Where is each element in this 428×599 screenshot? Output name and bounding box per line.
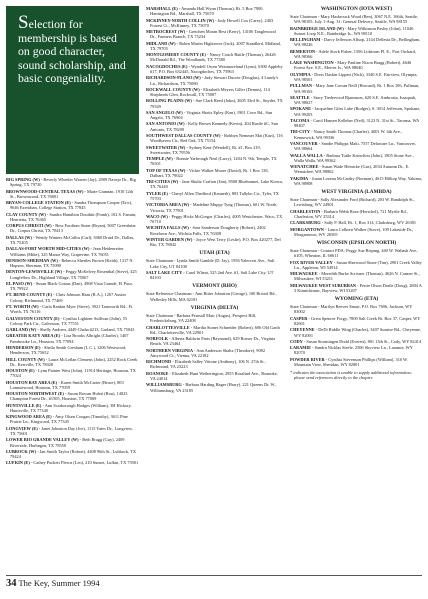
chapter-name: ROCKWALL COUNTY (W) (146, 86, 200, 92)
chapter-name: BEMERTON (290, 48, 316, 54)
chapter-contact: Mary Jane Cowan Neill (Howard), Rt. 1 Box 106, Pullman, WA 99163 (294, 83, 420, 94)
column-1 (6, 6, 139, 467)
chapter-name: METROCREST (W) (146, 29, 186, 35)
chapter-name: GALVESTON COUNTY (E) (6, 315, 60, 321)
chapter-entry: DALLAS-FORT WORTH MID-CITIES (W) - Jean Heidenreiter Williams (Mike), 325 Manor Way, Grapevine, TX 76051 (6, 246, 124, 257)
chapter-contact: Sandra Nicklas Steele, 2506 Skyview Ln., Laramie, WY 82070 (294, 345, 413, 356)
chapter-contact: Barbara Webb Rose (Herschel), 721 Myrtle Rd., Charleston, WV 25314 (294, 208, 408, 219)
chapter-entry: EL PASO (W) - Susan Black Gotaas (Dan), 4968 Vista Grande, El Paso, TX 79922 (6, 280, 133, 292)
chapter-contact: Sheila Smith Gresham (L.C.), 1206 Westwood, Henderson, TX 75652 (10, 344, 127, 356)
chapter-name: LAKE WASHINGTON (290, 60, 334, 66)
chapter-name: CHEYENNE (290, 327, 315, 333)
chapter-entry: NACOGDOCHES (E) - Wyndell Owen Westmoreland (Lynn), 6300 Appleby #17, P.O. Box 632445, Nacogdoches, TX 75963 (146, 63, 283, 74)
chapter-contact: Laura McLellan Clemens (John), 2252 Rock Creek Dr., Kerrville, TX 78028 (10, 356, 138, 367)
chapter-name: RICHMOND (146, 359, 172, 365)
chapter-entry (290, 304, 423, 315)
chapter-name: CASPER (290, 315, 308, 321)
chapter-contact: Sydney Kent (Wendell), Rt. #1, Box 219, Sweetwater, TX 79556 (150, 144, 261, 155)
chapter-name: KINGWOOD AREA (E) (6, 414, 52, 420)
chapter-contact: Joann Lozeau McCarthy (Norman), 4615 Hilltop Way, Yakima, WA 98908 (294, 175, 422, 186)
chapter-entry: FOX RIVER VALLEY - Susan Sherwood Stone (Tim), 2901 Creek Valley Ln., Appleton, WI 54914 (290, 259, 422, 270)
chapter-entry: MIDLAND (W) - Robin Martin Hightower (Jack), 2007 Standlord, Midland, TX 79705 (146, 40, 281, 51)
chapter-name: VANCOUVER (290, 141, 318, 147)
chapter-contact: Virginia Shotts Epley (Ken), 1901 Covo Rd., San Angelo, TX 76904 (150, 109, 273, 121)
chapter-contact: State Chairman - Contact PDA: Peggy Sue Bisping, 440 W. Wabash Ave., #105, Wheaton, IL 60611 (290, 248, 419, 259)
chapter-contact: Laura Colborn Walker (Steve), 109 Lakeside Dr., Morgantown, WV 26505 (294, 226, 414, 237)
chapter-entry (290, 14, 423, 25)
chapter-contact: Barbara Tuttle Knowlton (John), 1805 Stone Ave., Walla Walla, WA 99362 (294, 152, 414, 163)
chapter-entry (146, 291, 283, 302)
chapter-name: NORFOLK (146, 336, 168, 342)
chapter-entry (290, 197, 423, 208)
chapter-contact: Sue Clark Reed (John), 2605 33rd St., Snyder, TX 79549 (150, 98, 283, 109)
chapter-name: TACOMA (290, 117, 310, 123)
chapter-contact: Mary Wilkinson Pasley (John), 11046 Sunset Loop N.E., Bainbridge Is., WA 98110 (294, 25, 414, 36)
chapter-contact: Perrie Olson Draile (Doug), 2804 A 3 Kinnickinnic, Bayview, WI 53207 (294, 282, 422, 293)
chapter-name: CHARLESTON (290, 208, 321, 214)
chapter-name: BROWNWOOD-CENTRAL TEXAS (W) (6, 188, 84, 194)
state-header: VERMONT (RHO) (192, 283, 237, 290)
chapter-name: CHARLOTTESVILLE (146, 324, 190, 330)
chapter-name: RICHARDSON-PLANO (W) (146, 75, 201, 81)
chapter-name: LONGVIEW (E) (6, 425, 38, 431)
chapter-entry: MCKINNEY-NORTH COLLIN (W) - Judy Howell Cox (Carey), 2403 Forrest Ct., McKinney, TX 75070 (146, 17, 274, 28)
chapter-name: GARLAND (W) (6, 327, 37, 333)
chapter-entry: ROLLING PLAINS (W) - Sue Clark Reed (John), 2605 33rd St., Snyder, TX 79549 (146, 98, 283, 109)
chapter-name: MARSHALL (E) (146, 6, 178, 11)
chapter-entry: WACO (W) - Peggy Hicks McGregor (Charles), 4005 Westchester, Waco, TX 76710 (146, 213, 283, 225)
chapter-entry: CODY - Susan Stromingen Dodd (Everett), 801 13th St., Cody, WY 82414 (290, 338, 422, 344)
chapter-name: TYLER (E) (146, 190, 168, 196)
chapter-entry: HOUSTON NORTHWEST (E) - Susan Rowan Hulett (Ron), 14023 Champion Forest Dr., #1505, Houston, TX 77069 (6, 391, 128, 402)
chapter-entry: METROCREST (W) - Gretchen Moran Best (Kerry), 14106 Tanglewood Dr., Farmers Branch, TX 75234 (146, 29, 276, 40)
chapter-name: HOUSTON BAY AREA (E) (6, 379, 58, 385)
chapter-name: HILL COUNTY (W) (6, 356, 45, 362)
chapter-entry: VICTORIA AREA (W) - Madeline Muppy Tyng (Thomas), 601 W. North, Victoria, TX 77901 (146, 202, 278, 213)
chapter-entry: WILLIAMSBURG - Barbara Harding Hager (Harry), 221 Queens Dr. W., Williamsburg, VA 23185 (146, 382, 277, 393)
chapter-entry: TOP OF TEXAS (W) - Vickie Walker Moore (David), Rt. 1 Box 138, Dalhart, TX 79022 (146, 167, 269, 178)
page-footer (6, 578, 100, 589)
chapter-contact: Jan Smith Taylor (Robert), 4408 96th St., Lubbock, TX 79424 (10, 448, 136, 460)
chapter-name: HOUSTON NORTHWEST (E) (6, 391, 64, 397)
chapter-name: BRYAN-COLLEGE STATION (E) (6, 200, 71, 206)
column-2 (146, 6, 283, 394)
chapter-entry: SEATTLE - Stacy Tiedervood Bjarnason, 620 S.E. Ambrosia, Issaquah, WA 98027 (290, 94, 417, 106)
chapter-contact: Elizabeth Hunt Wetherington, 2955 Rosalind Ave., Roanoke, VA 24014 (150, 370, 278, 381)
chapter-name: WACO (W) (146, 213, 168, 219)
chapter-entry: BAINBRIDGE ISLAND (W) - Mary Wilkinson Pasley (John), 11046 Sunset Loop N.E., Bainbridge Is., WA 98110 (290, 25, 414, 36)
chapter-contact: Susan Black Gotaas (Dan), 4968 Vista Grande, El Paso, TX 79922 (10, 280, 133, 292)
chapter-entry: HUNTSVILLE (E) - Ann Scarborough Hodges (William), 3H Hickory, Huntsville, TX 77340 (6, 402, 132, 413)
chapter-contact: Greta Spencer Forgy, 7800 Salt Creek Rt. Box 37, Casper, WY 82601 (294, 315, 421, 326)
chapter-entry: TYLER (E) - Cheryl Allen Thedford (Kenneth), 803 Tallyho Cir., Tyler, TX 75703 (146, 190, 279, 201)
chapter-contact: Alberta Baldwin Paris (Raymond), 629 Rosser Dr., Virginia Beach, VA 23464 (150, 336, 276, 347)
chapter-entry: MORGANTOWN - Laura Colborn Walker (Steve), 109 Lakeside Dr., Morgantown, WV 26505 (290, 226, 414, 237)
chapter-contact: Vickie Walker Moore (David), Rt. 1 Box 138, Dalhart, TX 79022 (150, 167, 269, 178)
chapter-name: POWDER RIVER (290, 356, 325, 362)
chapter-contact: Marie Grannan, 1910 12th St., Brownwood, TX 76801 (10, 188, 134, 199)
chapter-contact: Robin Martin Hightower (Jack), 2007 Standlord, Midland, TX 79705 (150, 40, 281, 51)
chapter-entry: SWEETWATER (W) - Sydney Kent (Wendell), Rt. #1, Box 219, Sweetwater, TX 79556 (146, 144, 261, 155)
chapter-name: NORTHERN VIRGINIA (146, 347, 193, 353)
chapter-entry: HILL COUNTY (W) - Laura McLellan Clemens (John), 2252 Rock Creek Dr., Kerrville, TX 78028 (6, 356, 138, 367)
state-header: WYOMING (ETA) (334, 296, 379, 303)
callout-text: election for membership is based on good character, sound scholarship, and basic congeniality. (18, 17, 126, 86)
chapter-entry: CHARLESTON - Barbara Webb Rose (Herschel), 721 Myrtle Rd., Charleston, WV 25314 (290, 208, 408, 219)
membership-callout (6, 6, 139, 174)
chapter-contact: Cathey Puckett Flescn (Leo), 210 Sunset, Lufkin, TX 75901 (33, 460, 139, 466)
chapter-name: MILWAUKEE (290, 271, 318, 277)
chapter-entry: TEMPLE (W) - Bonnie Yarbrough Neal (Larry), 1204 N. 9th, Temple, TX 76501 (146, 156, 277, 167)
chapter-contact: Elizabeth Salley Vittone (Anthony), 106 N. 27th St., Richmond, VA 23223 (150, 359, 266, 370)
chapter-name: NACOGDOCHES (E) (146, 63, 188, 69)
chapter-entry: CORPUS CHRISTI (W) - Bess Fordtran Stone (Bryan), 5007 Greenbriar Dr., Corpus Christi, TX 78413 (6, 223, 136, 234)
chapter-contact: DeDi Riddle Wing (Charles), 3407 Sunrise Rd., Cheyenne, WY 82001 (294, 327, 421, 338)
chapter-entry: CLAY COUNTY (W) - Sandra Hamilton Douthitt (Frank), 102 S. Fannin, Henrietta, TX 76365 (6, 211, 137, 222)
chapter-contact: Cynthia Lightner Sullivan (John), 55 Colony Park Cir., Galveston, TX 77551 (10, 315, 128, 326)
chapter-entry: TACOMA - Carol Hansen Kelleher (Neil), 3123 N. 31st St., Tacoma, WA 98407 (290, 117, 420, 129)
chapter-contact: Beth Bragg (Guy), 2409 Riverside, Harlingen, TX 78550 (10, 437, 125, 448)
chapter-entry: CHARLOTTESVILLE - Martha Stoner Schneider (Robert), 606 Old Garth Rd., Charlottesville, VA 22901 (146, 324, 280, 335)
chapter-name: CLARKSBURG (290, 220, 321, 226)
chapter-contact: Cynthia Stevenson Phillips (William), 310 W. Mountain View, Sheridan, WY 82801 (294, 356, 408, 367)
chapter-contact: Jean Heidenreiter Williams (Mike), 325 Manor Way, Grapevine, TX 76051 (10, 246, 124, 257)
chapter-contact: State Chairman - Marilyn Reeves Smart, P.O. Box 7696, Jackson, WY 83002 (290, 304, 413, 315)
chapter-name: FT. WORTH (W) (6, 304, 39, 310)
chapter-entry: SAN ANGELO (W) - Virginia Shotts Epley (Ken), 1901 Covo Rd., San Angelo, TX 76904 (146, 109, 273, 121)
chapter-entry: NORFOLK - Alberta Baldwin Paris (Raymond), 629 Rosser Dr., Virginia Beach, VA 23464 (146, 336, 276, 347)
chapter-entry: HENDERSON (E) - Sheila Smith Gresham (L.C.), 1206 Westwood, Henderson, TX 75652 (6, 344, 127, 356)
chapter-name: SAN ANTONIO (W) (146, 121, 185, 127)
chapter-name: FT. BEND COUNTY (E) (6, 292, 53, 298)
chapter-entry: MARSHALL (E) - Amanda Hall Wynn (Thomas), Rt. 5 Box 7900, Harrington Rd., Marshall, TX 75670 (146, 6, 264, 17)
chapter-entry: LUFKIN (E) - Cathey Puckett Flescn (Leo), 210 Sunset, Lufkin, TX 75901 (6, 460, 139, 466)
chapter-contact: Elizabeth Meyers Giller (Dennis), 114 Shepherds Glen, Rockwall, TX 75087 (150, 86, 270, 98)
chapter-contact: Sara Sanderson Dougherty (Robert), 2402 Roselawn Ave., Wichita Falls, TX 76308 (150, 225, 266, 236)
chapter-name: TOP OF TEXAS (W) (146, 167, 186, 173)
chapter-contact: Nancy Couch Battle (Thomas), 26426 McDonald Rd., The Woodlands, TX 77380 (150, 52, 276, 63)
chapter-entry: MILWAUKEE WEST SUBURBAN - Perrie Olson Draile (Doug), 2804 A 3 Kinnickinnic, Bayview, WI 53207 (290, 282, 422, 293)
chapter-contact: Stacy Tiedervood Bjarnason, 620 S.E. Ambrosia, Issaquah, WA 98027 (294, 94, 417, 106)
chapter-contact: Sandra Hamilton Douthitt (Frank), 102 S. Fannin, Henrietta, TX 76365 (10, 211, 137, 222)
chapter-entry (290, 248, 423, 259)
chapter-entry: LONGVIEW (E) - Janet Johnston Day (Joe), 1115 Yates Dr., Longview, TX 75601 (6, 425, 133, 437)
chapter-contact: Wendy Winters McCallin (Carl), 3060 Druid Dr., Dallas, TX 75205 (10, 234, 135, 245)
chapter-contact: Martha Stoner Schneider (Robert), 606 Old Garth Rd., Charlottesville, VA 22901 (150, 324, 280, 335)
chapter-contact: Doris Daskin Lippert (Nick), 3340 S.E. Fairview, Olympia, WA 98501 (294, 71, 418, 82)
chapter-entry: CASPER - Greta Spencer Forgy, 7800 Salt Creek Rt. Box 37, Casper, WY 82601 (290, 315, 421, 326)
chapter-entry: NORTHERN VIRGINIA - Ann Anderson Shaltz (Theodore), 9082 Amywood Ct., Vienna, VA 22182 (146, 347, 265, 358)
chapter-name: ROLLING PLAINS (W) (146, 98, 192, 104)
chapter-entry: LARAMIE - Sandra Nicklas Steele, 2506 Skyview Ln., Laramie, WY 82070 (290, 345, 413, 356)
chapter-contact: Gretchen Moran Best (Kerry), 14106 Tanglewood Dr., Farmers Branch, TX 75234 (150, 29, 276, 40)
chapter-contact: Bess Fordtran Stone (Bryan), 5007 Greenbriar Dr., Corpus Christi, TX 78413 (10, 223, 136, 234)
chapter-entry: ROCKWALL COUNTY (W) - Elizabeth Meyers Giller (Dennis), 114 Shepherds Glen, Rockwall, TX 75087 (146, 86, 270, 98)
chapter-contact: Adele Stock Fisher, 1506 Lidstrom Pl. E., Port Orchard, WA 98366 (294, 48, 416, 59)
state-header: WASHINGTON (IOTA WEST) (320, 6, 393, 12)
chapter-contact: Janet Johnston Day (Joe), 1115 Yates Dr., Longview, TX 75601 (10, 425, 133, 437)
chapter-entry: CLARKSBURG - Sally P. Hall, Rt. 1, Box 314, Clarksburg, WV 26301 (290, 220, 417, 226)
chapter-name: GREATER KATY AREA (E) (6, 333, 61, 339)
chapter-entry: WALLA WALLA - Barbara Tuttle Knowlton (John), 1805 Stone Ave., Walla Walla, WA 99362 (290, 152, 414, 163)
chapter-entry: VANCOUVER - Sandie Philipps Maki, 7557 Delaware Ln., Vancouver, WA 98664 (290, 141, 416, 152)
chapter-contact: Lynn Painter West (John), 11914 Heritage, Houston, TX 77024 (10, 368, 136, 379)
chapter-name: CODY (290, 338, 303, 344)
chapter-contact: Amanda Hall Wynn (Thomas), Rt. 5 Box 7900, Harrington Rd., Marshall, TX 75670 (150, 6, 264, 17)
chapter-name: HENDERSON (E) (6, 344, 41, 350)
chapter-name: DALLAS (W) (6, 234, 32, 240)
chapter-name: VICTORIA AREA (W) (146, 202, 190, 208)
chapter-contact: State Chairman - Barbara Pearsall Muir (Angus), Prospect Hill, Fredericksburg, VA 22408 (146, 312, 257, 324)
chapter-contact: Lisa Brooks Albright (Charles), 1407 Pambrooke Ln., Houston, TX 77094 (10, 333, 129, 344)
chapter-entry: PULLMAN - Mary Jane Cowan Neill (Howard), Rt. 1 Box 106, Pullman, WA 99163 (290, 83, 420, 94)
chapter-name: MIDLAND (W) (146, 40, 176, 46)
chapter-name: TRI-CITY (290, 129, 311, 135)
chapter-contact: Judy Howell Cox (Carey), 2403 Forrest Ct., McKinney, TX 75070 (150, 17, 274, 28)
chapter-entry: MILWAUKEE - Meredith Burke Scrivner (Thomas), 4626 N. Cramer St., Milwaukee, WI 53211 (290, 271, 420, 282)
chapter-entry: RICHMOND - Elizabeth Salley Vittone (Anthony), 106 N. 27th St., Richmond, VA 23223 (146, 359, 266, 370)
chapter-contact: Rebecca Shettles Brown (Keith), 1317 N. Hopson, Sherman, TX 75090 (10, 257, 134, 269)
chapter-entry: GREATER KATY AREA (E) - Lisa Brooks Albright (Charles), 1407 Pambrooke Ln., Houston, TX 77094 (6, 333, 129, 344)
chapter-entry: POWDER RIVER - Cynthia Stevenson Phillips (William), 310 W. Mountain View, Sheridan, WY 82801 (290, 356, 408, 367)
chapter-contact: State Chairman - Mary Hasbrouck Wood (Ben), 3067 N.E. 166th, Seattle, WA 98105. July 1-Aug. 31: General Delivery, Seattle, WA 98155 (290, 14, 419, 25)
chapter-name: SEATTLE (290, 94, 310, 100)
chapter-contact: Jane Shultz Crafton (Jim), 8500 Bluebonnet, Lake Kiowa, TX 76240 (150, 179, 283, 190)
chapter-contact: Wyndell Owen Westmoreland (Lynn), 6300 Appleby #17, P.O. Box 632445, Nacogdoches, TX 75963 (150, 63, 283, 74)
chapter-entry: DENTON-LEWISVILLE (W) - Peggy McKelvey Rosenthal (Steve), 425 Longfellow Dr., Highland Village, TX 75067 (6, 269, 137, 280)
chapter-entry: SALT LAKE CITY - Carol Wheat, 525 2nd Ave. #1, Salt Lake City, UT 84103 (146, 269, 274, 281)
chapter-name: MILWAUKEE WEST SUBURBAN (290, 282, 357, 288)
chapter-name: LOWER RIO GRANDE VALLEY (W) (6, 437, 79, 443)
chapter-name: WENATCHEE (290, 164, 319, 170)
chapter-name: OLYMPIA (290, 71, 311, 77)
chapter-contact: Kelly Brown Kennedy (Kevin), 204 Rustle #C, San Antonio, TX 78209 (150, 121, 278, 132)
chapter-contact: Susan Rowan Hulett (Ron), 14023 Champion Forest Dr., #1505, Houston, TX 77069 (10, 391, 128, 402)
page-number: 34 (6, 578, 17, 589)
chapter-entry: KINGWOOD AREA (E) - Amy Olsen Coogan (Timothy), 3611 Pine Prairie Ln., Kingwood, TX 77345 (6, 414, 128, 425)
chapter-entry: GALVESTON COUNTY (E) - Cynthia Lightner Sullivan (John), 55 Colony Park Cir., Galveston, TX 77551 (6, 315, 128, 326)
chapter-name: SAN ANGELO (W) (146, 109, 183, 115)
chapter-contact: Carla Rankin Myer (Steve), 3921 Tamworth Rd., Ft. Worth, TX 76116 (10, 304, 134, 315)
chapter-contact: Susan Stromingen Dodd (Everett), 801 13th St., Cody, WY 82414 (306, 338, 422, 344)
footnote: * indicates the association is unable to supply additional information; please send references directly to the chapter. (290, 370, 412, 381)
chapter-name: LUFKIN (E) (6, 460, 30, 466)
chapter-contact: Karen Smith McCarter (Bruce), 803 Lomniewood, Houston, TX 77059 (10, 379, 124, 390)
chapter-name: MORGANTOWN (290, 226, 324, 232)
chapter-entry: FT. BEND COUNTY (E) - Chris Johnson Haas (R.A.), 1207 Austin Colony, Richmond, TX 77469 (6, 292, 126, 303)
chapter-name: TEMPLE (W) (146, 156, 173, 162)
chapter-name: WILLIAMSBURG (146, 382, 182, 388)
state-header: VIRGINIA (DELTA) (190, 304, 239, 311)
chapter-entry: FT. WORTH (W) - Carla Rankin Myer (Steve), 3921 Tamworth Rd., Ft. Worth, TX 76116 (6, 304, 134, 315)
chapter-name: SWEETWATER (W) (146, 144, 186, 150)
chapter-entry: WENATCHEE - Susan Wade Heinicke (Gus), 2034 Autumn Dr., E. Wenatchee, WA 98802 (290, 164, 410, 175)
chapter-entry: SOUTHWEST DALLAS COUNTY (W) - Robbyn Nemmer Mai (Kurt), 116 Woodhaven Cir., Red Oak, TX 75154 (146, 133, 283, 144)
chapter-entry: SPOKANE - Jacqueline Giles Lake (Rodger), S. 3014 Jefferson, Spokane, WA 99203 (290, 106, 421, 117)
footer-rule (6, 575, 422, 576)
chapter-entry: LOWER RIO GRANDE VALLEY (W) - Beth Bragg (Guy), 2409 Riverside, Harlingen, TX 78550 (6, 437, 125, 448)
chapter-name: WALLA WALLA (290, 152, 323, 158)
chapter-name: SOUTHWEST DALLAS COUNTY (W) (146, 133, 221, 139)
chapter-contact: Cheryl Allen Thedford (Kenneth), 803 Tallyho Cir., Tyler, TX 75703 (150, 190, 279, 201)
chapter-entry: BRYAN-COLLEGE STATION (E) - Sandra Thompson Cooper (Eric), 9646 Exeridian, College Station, TX 77845 (6, 200, 133, 211)
chapter-entry: MONTGOMERY COUNTY (E) - Nancy Couch Battle (Thomas), 26426 McDonald Rd., The Woodlands, TX 77380 (146, 52, 276, 63)
chapter-name: MCKINNEY-NORTH COLLIN (W) (146, 17, 214, 23)
column-3 (290, 6, 423, 381)
chapter-name: YAKIMA (290, 175, 309, 181)
chapter-contact: Mary Pauline Nixon Bragg (Robert), 4646 Forest Ave. S.E., Mercer Is., WA 98040 (294, 60, 412, 71)
chapter-name: DENISON-SHERMAN (W) (6, 257, 58, 263)
chapter-name: WINTER GARDEN (W) (146, 236, 193, 242)
chapter-entry (146, 313, 283, 324)
chapter-entry: BELLINGHAM - Darcy Jefferson Allsop, 2144 Dellesta Dr., Bellingham, WA 98226 (290, 37, 421, 48)
chapter-list-col1 (6, 177, 139, 466)
chapter-name: DALLAS-FORT WORTH MID-CITIES (W) (6, 246, 90, 252)
chapter-entry: LAKE WASHINGTON - Mary Pauline Nixon Bragg (Robert), 4646 Forest Ave. S.E., Mercer Is., WA 98040 (290, 60, 412, 71)
chapter-name: HUNTSVILLE (E) (6, 402, 42, 408)
chapter-name: LUBBOCK (W) (6, 448, 37, 454)
chapter-contact: Madeline Muppy Tyng (Thomas), 601 W. North, Victoria, TX 77901 (150, 202, 278, 213)
chapter-contact: Beverly Wheeler Warren (Jay), 2909 Navajo Dr., Big Spring, TX 79720 (10, 177, 136, 188)
chapter-entry: BIG SPRING (W) - Beverly Wheeler Warren (Jay), 2909 Navajo Dr., Big Spring, TX 79720 (6, 177, 136, 188)
chapter-contact: Susan Sherwood Stone (Tim), 2901 Creek Valley Ln., Appleton, WI 54914 (294, 259, 422, 270)
chapter-name: FOX RIVER VALLEY (290, 259, 333, 265)
chapter-contact: Susan Wade Heinicke (Gus), 2034 Autumn Dr., E. Wenatchee, WA 98802 (294, 164, 410, 175)
chapter-list-col3 (290, 6, 423, 367)
chapter-name: LARAMIE (290, 345, 311, 351)
drop-cap-letter: S (18, 12, 29, 33)
chapter-entry: TRI-CITIES (W) - Jane Shultz Crafton (Jim), 8500 Bluebonnet, Lake Kiowa, TX 76240 (146, 179, 283, 190)
chapter-contact: Bonnie Yarbrough Neal (Larry), 1204 N. 9th, Temple, TX 76501 (150, 156, 277, 167)
chapter-contact: Sandra Thompson Cooper (Eric), 9646 Exeridian, College Station, TX 77845 (10, 200, 133, 211)
chapter-name: BIG SPRING (W) (6, 177, 40, 182)
chapter-entry: ROANOKE - Elizabeth Hunt Wetherington, 2955 Rosalind Ave., Roanoke, VA 24014 (146, 370, 278, 381)
state-header: UTAH (ETA) (199, 250, 230, 257)
chapter-contact: Nancy Smith Thomas (Charles), 4001 W. 4th Ave., Kennewick, WA 99336 (294, 129, 402, 140)
chapter-contact: Carol Hansen Kelleher (Neil), 3123 N. 31st St., Tacoma, WA 98407 (294, 117, 420, 129)
chapter-contact: Robbyn Nemmer Mai (Kurt), 116 Woodhaven Cir., Red Oak, TX 75154 (150, 133, 283, 144)
chapter-contact: Darcy Jefferson Allsop, 2144 Dellesta Dr., Bellingham, WA 98226 (294, 37, 421, 48)
chapter-entry: LUBBOCK (W) - Jan Smith Taylor (Robert), 4408 96th St., Lubbock, TX 79424 (6, 448, 136, 460)
chapter-contact: Peggy Hicks McGregor (Charles), 4005 Westchester, Waco, TX 76710 (150, 213, 283, 225)
chapter-name: HOUSTON (E) (6, 368, 35, 374)
chapter-entry: OLYMPIA - Doris Daskin Lippert (Nick), 3340 S.E. Fairview, Olympia, WA 98501 (290, 71, 418, 82)
state-header: WISCONSIN (EPSILON NORTH) (316, 240, 397, 247)
chapter-contact: Ann Anderson Shaltz (Theodore), 9082 Amywood Ct., Vienna, VA 22182 (150, 347, 265, 358)
chapter-name: SPOKANE (290, 106, 311, 112)
chapter-entry: WICHITA FALLS (W) - Sara Sanderson Dougherty (Robert), 2402 Roselawn Ave., Wichita Falls, TX 76308 (146, 225, 266, 236)
chapter-entry: YAKIMA - Joann Lozeau McCarthy (Norman), 4615 Hilltop Way, Yakima, WA 98908 (290, 175, 422, 186)
chapter-name: EL PASO (W) (6, 280, 33, 286)
chapter-entry: DENISON-SHERMAN (W) - Rebecca Shettles Brown (Keith), 1317 N. Hopson, Sherman, TX 75090 (6, 257, 134, 269)
chapter-list-col2 (146, 6, 283, 393)
chapter-contact: Carol Wheat, 525 2nd Ave. #1, Salt Lake City, UT 84103 (150, 269, 274, 281)
chapter-contact: Sandie Philipps Maki, 7557 Delaware Ln., Vancouver, WA 98664 (294, 141, 416, 152)
chapter-contact: Shelly Andoen, 4449 Chaha #213, Garland, TX 75043 (39, 327, 135, 333)
chapter-entry: DALLAS (W) - Wendy Winters McCallin (Carl), 3060 Druid Dr., Dallas, TX 75205 (6, 234, 135, 245)
chapter-entry: WINTER GARDEN (W) - Joyce West Terry (Leslie), P.O. Box 420277, Del Rio, TX 78842 (146, 236, 281, 248)
chapter-name: BELLINGHAM (290, 37, 321, 43)
chapter-entry: CHEYENNE - DeDi Riddle Wing (Charles), 3407 Sunrise Rd., Cheyenne, WY 82001 (290, 327, 421, 338)
chapter-contact: Sally P. Hall, Rt. 1, Box 314, Clarksburg, WV 26301 (324, 220, 417, 226)
chapter-contact: Amy Olsen Coogan (Timothy), 3611 Pine Prairie Ln., Kingwood, TX 77345 (10, 414, 128, 425)
chapter-entry: TRI-CITY - Nancy Smith Thomas (Charles), 4001 W. 4th Ave., Kennewick, WA 99336 (290, 129, 402, 140)
chapter-name: PULLMAN (290, 83, 312, 89)
chapter-contact: Ann Scarborough Hodges (William), 3H Hickory, Huntsville, TX 77340 (10, 402, 132, 413)
chapter-name: CLAY COUNTY (W) (6, 211, 46, 217)
chapter-entry (146, 258, 283, 269)
chapter-contact: Meredith Burke Scrivner (Thomas), 4626 N. Cramer St., Milwaukee, WI 53211 (294, 271, 420, 282)
chapter-contact: Jacqueline Giles Lake (Rodger), S. 3014 Jefferson, Spokane, WA 99203 (294, 106, 421, 117)
chapter-contact: State Chairman - Sally Alexander Ford (Richard), 203 W. Randolph St., Lewisburg, WV 24901 (290, 197, 415, 208)
chapter-name: MONTGOMERY COUNTY (E) (146, 52, 206, 58)
chapter-contact: Barbara Harding Hager (Harry), 221 Queens Dr. W., Williamsburg, VA 23185 (150, 382, 277, 393)
chapter-entry: GARLAND (W) - Shelly Andoen, 4449 Chaha #213, Garland, TX 75043 (6, 327, 135, 333)
chapter-entry: SAN ANTONIO (W) - Kelly Brown Kennedy (Kevin), 204 Rustle #C, San Antonio, TX 78209 (146, 121, 278, 132)
chapter-name: SALT LAKE CITY (146, 269, 183, 275)
chapter-entry: BEMERTON - Adele Stock Fisher, 1506 Lidstrom Pl. E., Port Orchard, WA 98366 (290, 48, 416, 59)
chapter-entry: HOUSTON BAY AREA (E) - Karen Smith McCarter (Bruce), 803 Lomniewood, Houston, TX 77059 (6, 379, 124, 390)
chapter-contact: State Chairman - Lynda Smith Gamble (D. Jay), 1956 Yalecrest Ave., Salt Lake City, UT 84108 (146, 258, 275, 269)
chapter-contact: State Reference Chairman - Ann Ritter Johnston (George), 100 Bristol Rd., Wellesley Hills, MA 02181 (146, 291, 277, 302)
chapter-name: CORPUS CHRISTI (W) (6, 223, 52, 229)
chapter-contact: Chris Johnson Haas (R.A.), 1207 Austin Colony, Richmond, TX 77469 (10, 292, 126, 303)
publication-name: The Key, Summer 1994 (18, 578, 100, 588)
chapter-name: BAINBRIDGE ISLAND (W) (290, 25, 344, 31)
chapter-name: TRI-CITIES (W) (146, 179, 179, 185)
chapter-name: DENTON-LEWISVILLE (W) (6, 269, 63, 275)
chapter-contact: Judy Stewart Ducote (Douglas), 4 Lundy's Ln., Richardson, TX 75080 (150, 75, 279, 86)
chapter-entry: BROWNWOOD-CENTRAL TEXAS (W) - Marie Grannan, 1910 12th St., Brownwood, TX 76801 (6, 188, 134, 199)
chapter-entry: HOUSTON (E) - Lynn Painter West (John), 11914 Heritage, Houston, TX 77024 (6, 368, 136, 379)
chapter-name: ROANOKE (146, 370, 169, 376)
chapter-contact: Peggy McKelvey Rosenthal (Steve), 425 Longfellow Dr., Highland Village, TX 75067 (10, 269, 137, 280)
state-header: WEST VIRGINIA (LAMBDA) (321, 189, 392, 196)
chapter-contact: Joyce West Terry (Leslie), P.O. Box 420277, Del Rio, TX 78842 (150, 236, 281, 248)
chapter-entry: RICHARDSON-PLANO (W) - Judy Stewart Ducote (Douglas), 4 Lundy's Ln., Richardson, TX 75080 (146, 75, 279, 86)
chapter-name: WICHITA FALLS (W) (146, 225, 189, 231)
